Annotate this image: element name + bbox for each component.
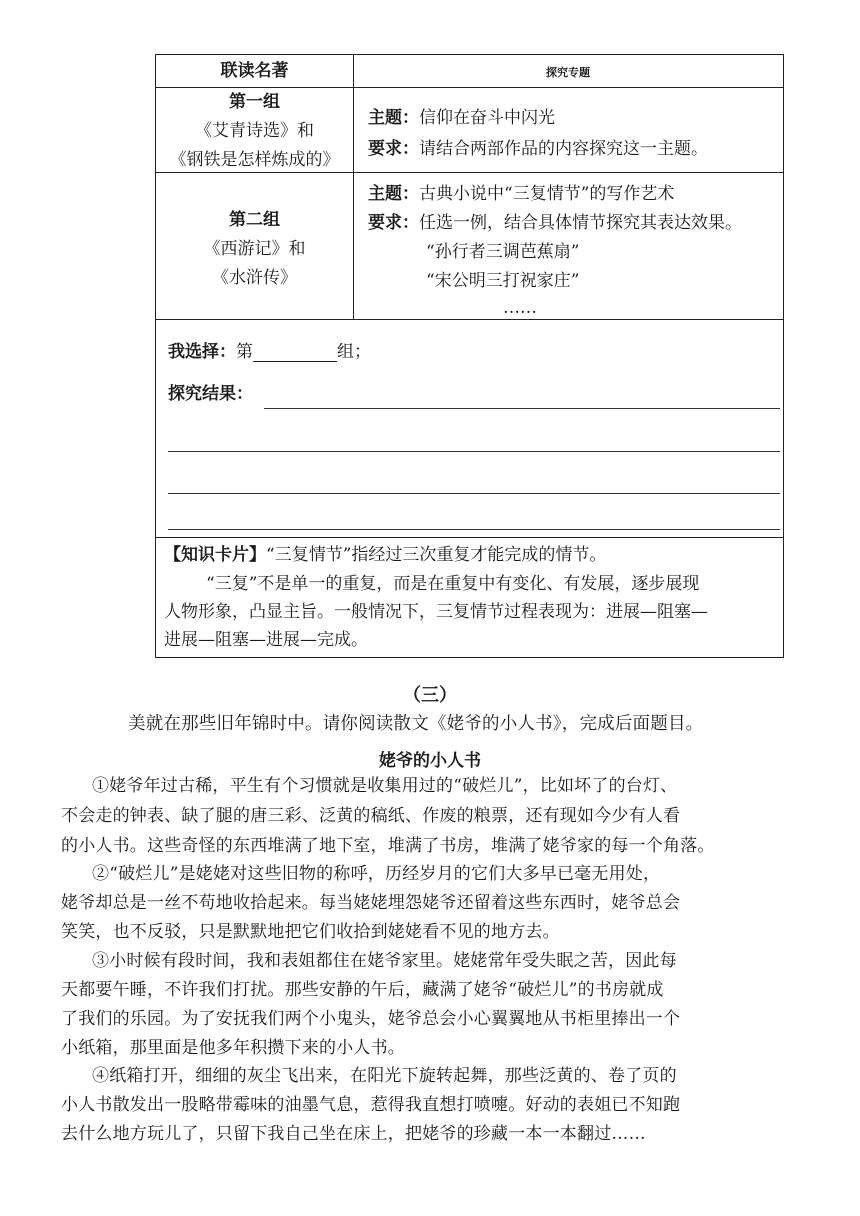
result-answer-line[interactable] [168, 451, 780, 452]
knowledge-card-line4: 进展—阻塞—进展—完成。 [164, 630, 368, 650]
essay-line: ②“破烂儿”是姥姥对这些旧物的称呼，历经岁月的它们大多早已毫无用处， [92, 864, 661, 884]
group2-ellipsis: …… [503, 298, 537, 318]
result-answer-line[interactable] [264, 408, 780, 409]
reading-table [155, 54, 784, 658]
knowledge-card-line2: “三复”不是单一的重复，而是在重复中有变化、有发展，逐步展现 [206, 574, 700, 594]
essay-line: 天都要午睡，不许我们打扰。那些安静的午后，藏满了姥爷“破烂儿”的书房就成 [61, 980, 664, 1000]
table-divider [156, 87, 783, 88]
result-answer-line[interactable] [168, 529, 780, 530]
result-answer-line[interactable] [168, 493, 780, 494]
group2-book2: 《水浒传》 [212, 268, 297, 288]
essay-line: 了我们的乐园。为了安抚我们两个小鬼头，姥爷总会小心翼翼地从书柜里捧出一个 [61, 1009, 681, 1029]
table-divider [156, 319, 783, 320]
essay-line: 的小人书。这些奇怪的东西堆满了地下室，堆满了书房，堆满了姥爷家的每一个角落。 [61, 836, 715, 856]
group2-theme-label: 主题： [368, 184, 419, 204]
group2-title: 第二组 [229, 210, 280, 230]
group2-book1: 《西游记》和 [203, 239, 306, 259]
header-col-books: 联读名著 [220, 61, 289, 81]
essay-line: 姥爷却总是一丝不苟地收拾起来。每当姥姥埋怨姥爷还留着这些东西时，姥爷总会 [61, 893, 681, 913]
essay-line: 小纸箱，那里面是他多年积攒下来的小人书。 [61, 1038, 405, 1058]
result-label: 探究结果： [168, 384, 253, 404]
essay-line: 笑笑，也不反驳，只是默默地把它们收拾到姥姥看不见的地方去。 [61, 922, 560, 942]
group1-book1: 《艾青诗选》和 [195, 121, 314, 141]
choose-label: 我选择： [168, 342, 236, 362]
knowledge-card-text1: “三复情节”指经过三次重复才能完成的情节。 [266, 545, 607, 565]
section-number: （三） [403, 685, 457, 706]
group1-theme-text: 信仰在奋斗中闪光 [419, 108, 555, 128]
choose-suffix: 组； [337, 342, 371, 362]
section-intro: 美就在那些旧年锦时中。请你阅读散文《姥爷的小人书》，完成后面题目。 [128, 714, 704, 734]
table-divider [156, 172, 783, 173]
choose-group-blank[interactable] [253, 345, 337, 362]
essay-line: 去什么地方玩儿了，只留下我自己坐在床上，把姥爷的珍藏一本一本翻过…… [61, 1124, 646, 1144]
group1-title: 第一组 [229, 92, 280, 112]
essay-line: 不会走的钟表、缺了腿的唐三彩、泛黄的稿纸、作废的粮票，还有现如今少有人看 [61, 806, 681, 826]
essay-line: ④纸箱打开，细细的灰尘飞出来，在阳光下旋转起舞，那些泛黄的、卷了页的 [92, 1066, 677, 1086]
knowledge-card-line1 [164, 545, 606, 565]
essay-line: 小人书散发出一股略带霉味的油墨气息，惹得我直想打喷嚏。好动的表姐已不知跑 [61, 1095, 681, 1115]
group1-book2: 《钢铁是怎样炼成的》 [169, 150, 340, 170]
group2-example1: “孙行者三调芭蕉扇” [426, 242, 580, 262]
group1-theme-label: 主题： [368, 108, 419, 128]
group2-theme [368, 184, 674, 204]
choose-prefix: 第 [236, 342, 253, 362]
group1-theme [368, 108, 555, 128]
table-column-divider [353, 55, 354, 319]
group2-req-text: 任选一例，结合具体情节探究其表达效果。 [419, 213, 742, 233]
group1-req-text: 请结合两部作品的内容探究这一主题。 [419, 139, 708, 159]
group1-req-label: 要求： [368, 139, 419, 159]
group2-example2: “宋公明三打祝家庄” [426, 271, 580, 291]
group2-theme-text: 古典小说中“三复情节”的写作艺术 [419, 184, 675, 204]
table-divider [156, 537, 783, 538]
essay-line: ①姥爷年过古稀，平生有个习惯就是收集用过的“破烂儿”，比如坏了的台灯、 [92, 776, 678, 796]
choose-group-row [168, 342, 371, 362]
essay-title: 姥爷的小人书 [379, 751, 481, 771]
knowledge-card-label: 【知识卡片】 [164, 545, 266, 565]
group2-req-label: 要求： [368, 213, 419, 233]
knowledge-card-line3: 人物形象，凸显主旨。一般情况下，三复情节过程表现为：进展—阻塞— [164, 602, 708, 622]
header-col-topic: 探究专题 [546, 66, 590, 79]
essay-line: ③小时候有段时间，我和表姐都住在姥爷家里。姥姥常年受失眠之苦，因此每 [92, 951, 677, 971]
group2-requirement [368, 213, 742, 233]
group1-requirement [368, 139, 708, 159]
